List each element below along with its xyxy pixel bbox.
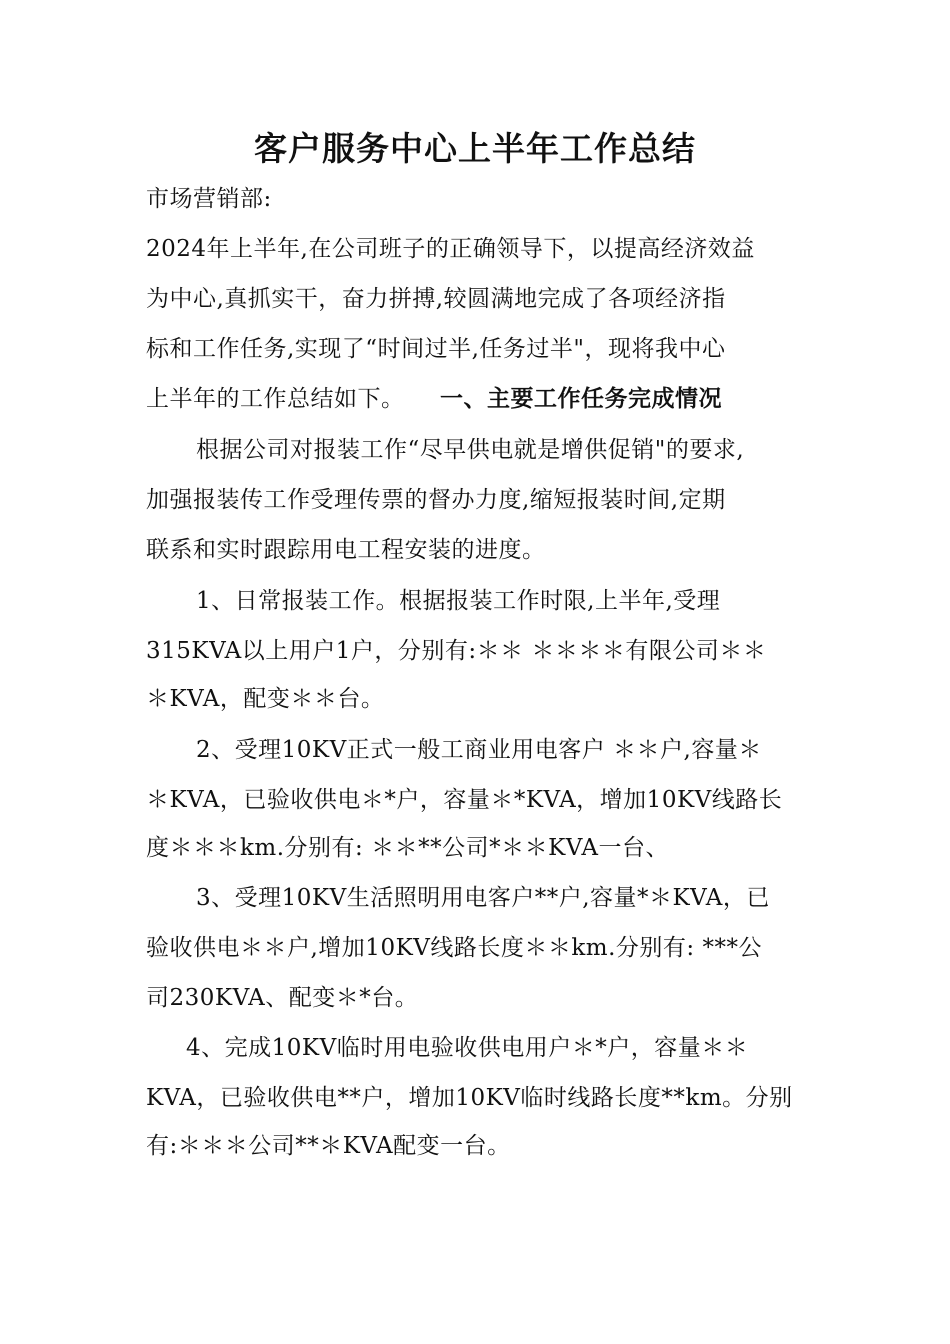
item4-line-1: 4、完成10KV临时用电验收供电用户＊*户，容量＊＊ <box>186 1035 749 1061</box>
item4-line-2: KVA，已验收供电**户，增加10KV临时线路长度**km。分别 <box>146 1085 793 1111</box>
intro-line-3: 标和工作任务,实现了“时间过半,任务过半"，现将我中心 <box>146 336 726 362</box>
intro-line-4: 上半年的工作总结如下。 <box>146 386 405 412</box>
section-intro-line-2: 加强报装传工作受理传票的督办力度,缩短报装时间,定期 <box>146 487 726 513</box>
item3-line-3: 司230KVA、配变＊*台。 <box>146 985 419 1011</box>
item2-line-2: ＊KVA，已验收供电＊*户，容量＊*KVA，增加10KV线路长 <box>146 787 783 813</box>
item2-line-1: 2、受理10KV正式一般工商业用电客户 ＊＊户,容量＊ <box>196 737 762 763</box>
item4-line-3: 有:＊＊＊公司**＊KVA配变一台。 <box>146 1133 511 1159</box>
item3-line-1: 3、受理10KV生活照明用电客户**户,容量*＊KVA，已 <box>196 885 770 911</box>
intro-line-2: 为中心,真抓实干，奋力拼搏,较圆满地完成了各项经济指 <box>146 286 726 312</box>
item2-line-3: 度＊＊＊km.分别有: ＊＊**公司*＊＊KVA一台、 <box>146 835 669 861</box>
document-title: 客户服务中心上半年工作总结 <box>254 129 696 168</box>
section-intro-line-1: 根据公司对报装工作“尽早供电就是增供促销"的要求, <box>196 437 745 463</box>
section-heading: 一、主要工作任务完成情况 <box>440 386 722 412</box>
item3-line-2: 验收供电＊＊户,增加10KV线路长度＊＊km.分别有: ***公 <box>146 935 762 961</box>
recipient-line: 市场营销部: <box>146 186 272 212</box>
item1-line-2: 315KVA以上用户1户，分别有:＊＊ ＊＊＊＊有限公司＊＊ <box>146 638 767 664</box>
intro-line-1: 2024年上半年,在公司班子的正确领导下，以提高经济效益 <box>146 236 755 262</box>
section-intro-line-3: 联系和实时跟踪用电工程安装的进度。 <box>146 537 546 563</box>
item1-line-1: 1、日常报装工作。根据报装工作时限,上半年,受理 <box>196 588 721 614</box>
item1-line-3: ＊KVA，配变＊＊台。 <box>146 686 385 712</box>
